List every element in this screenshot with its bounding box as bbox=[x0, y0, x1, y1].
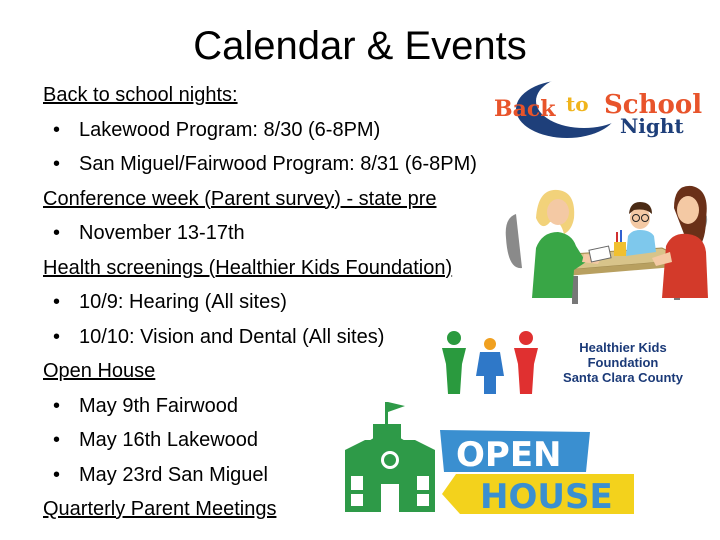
heading-health-screenings: Health screenings (Healthier Kids Foundation) bbox=[43, 256, 453, 279]
list-item: • May 16th Lakewood bbox=[43, 423, 523, 458]
list-item: • November 13-17th bbox=[43, 216, 523, 251]
list-item: • May 23rd San Miguel bbox=[43, 458, 523, 493]
bullet-icon: • bbox=[53, 394, 61, 417]
heading-back-to-school: Back to school nights: bbox=[43, 84, 238, 106]
list-item: • 10/9: Hearing (All sites) bbox=[43, 285, 523, 320]
bullet-icon: • bbox=[53, 429, 61, 451]
parent-teacher-conference-illustration bbox=[502, 178, 712, 306]
bullet-icon: • bbox=[53, 222, 61, 244]
heading-open-house: Open House bbox=[43, 360, 156, 382]
healthier-kids-figures-icon bbox=[440, 330, 540, 400]
heading-conference-week: Conference week (Parent survey) - state pre bbox=[43, 187, 437, 210]
school-building-icon bbox=[345, 400, 435, 512]
svg-text:HOUSE: HOUSE bbox=[480, 477, 613, 516]
bullet-icon: • bbox=[53, 463, 61, 486]
open-house-sign bbox=[440, 428, 640, 516]
bullet-icon: • bbox=[53, 291, 61, 313]
list-item: • 10/10: Vision and Dental (All sites) bbox=[43, 320, 523, 355]
list-item: • Lakewood Program: 8/30 (6-8PM) bbox=[43, 113, 523, 148]
list-item: • San Miguel/Fairwood Program: 8/31 (6-8PM) bbox=[43, 147, 523, 182]
bullet-icon: • bbox=[53, 325, 61, 348]
bullet-icon: • bbox=[53, 153, 61, 175]
svg-text:OPEN: OPEN bbox=[456, 435, 562, 475]
page-title: Calendar & Events bbox=[193, 24, 527, 68]
list-item: • May 9th Fairwood bbox=[43, 389, 523, 424]
heading-quarterly-meetings: Quarterly Parent Meetings bbox=[43, 498, 277, 520]
healthier-kids-foundation-logo: Healthier Kids Foundation Santa Clara County bbox=[563, 340, 683, 385]
bullet-icon: • bbox=[53, 118, 61, 141]
back-to-school-night-logo: Back to School Night bbox=[494, 80, 712, 140]
